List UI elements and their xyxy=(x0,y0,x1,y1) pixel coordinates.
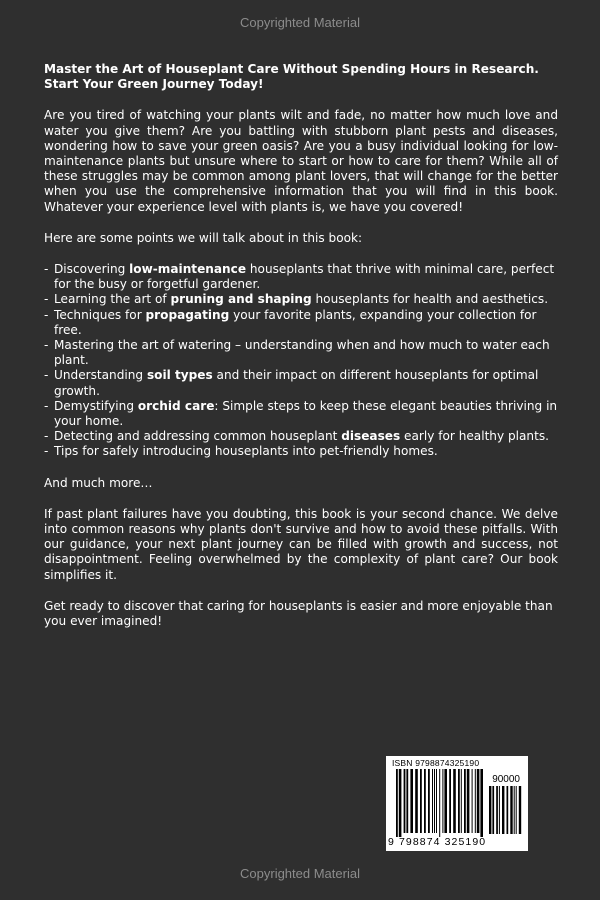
barcode-bar xyxy=(410,769,413,833)
list-item: - Detecting and addressing common houseplant diseases early for healthy plants. xyxy=(44,429,558,444)
watermark-bottom: Copyrighted Material xyxy=(240,866,360,881)
barcode-bar xyxy=(444,769,447,833)
barcode-bar xyxy=(453,769,456,833)
barcode-bar xyxy=(420,769,422,833)
barcode-bar xyxy=(399,769,402,837)
barcode-bar xyxy=(428,769,430,833)
points-list xyxy=(44,262,558,460)
watermark-top: Copyrighted Material xyxy=(240,15,360,30)
headline: Master the Art of Houseplant Care Without Spending Hours in Research. Start Your Green Journey Today! xyxy=(44,62,539,92)
barcode-bar xyxy=(480,769,483,837)
barcode-bar xyxy=(507,786,509,834)
list-item: - Understanding soil types and their impact on different houseplants for optimal growth. xyxy=(44,368,558,398)
barcode-bar xyxy=(502,786,504,834)
barcode-bar xyxy=(467,769,470,833)
back-cover-text xyxy=(44,62,558,645)
list-item: - Learning the art of pruning and shaping houseplants for health and aesthetics. xyxy=(44,292,558,307)
barcode-bar xyxy=(492,786,494,834)
barcode-bar xyxy=(404,769,406,833)
barcode-bar xyxy=(477,769,480,833)
intro-paragraph: Are you tired of watching your plants wilt and fade, no matter how much love and water you give them? Are you battling with stubborn plant pests and diseases, wondering how to save your green oasis? Are you a busy individual looking for low-maintenance plants but unsure where to start or how to care for them? While all of these struggles may be common among plant lovers, that will change for the better when you use the comprehensive information that you will find in this book. Whatever your experience level with plants is, we have you covered! xyxy=(44,108,558,214)
barcode-bar xyxy=(496,786,498,834)
call-to-action: Get ready to discover that caring for houseplants is easier and more enjoyable than you ever imagined! xyxy=(44,598,553,629)
barcode-bar xyxy=(436,769,437,833)
barcode-bar xyxy=(472,769,473,833)
barcode-digits: 9 798874 325190 xyxy=(388,836,487,848)
barcode-bar xyxy=(432,769,433,833)
barcode-bar xyxy=(406,769,408,833)
barcode-bar xyxy=(424,769,426,833)
barcode-bar xyxy=(434,769,435,833)
points-intro: Here are some points we will talk about in this book: xyxy=(44,230,363,245)
isbn-barcode xyxy=(386,756,528,851)
barcode-bar xyxy=(449,769,451,833)
list-item: - Tips for safely introducing houseplants into pet-friendly homes. xyxy=(44,444,558,459)
barcode-bar xyxy=(442,769,443,833)
barcode-bar xyxy=(516,786,517,834)
barcode-bar xyxy=(510,786,512,834)
barcode-bar xyxy=(461,769,462,833)
barcode-bar xyxy=(415,769,418,833)
barcode-bar xyxy=(396,769,398,837)
barcode-bar xyxy=(514,786,515,834)
list-item: - Mastering the art of watering – understanding when and how much to water each plant. xyxy=(44,338,558,368)
barcode-bar xyxy=(499,786,500,834)
list-item: - Techniques for propagating your favorite plants, expanding your collection for free. xyxy=(44,308,558,338)
price-code: 90000 xyxy=(492,774,520,785)
list-item: - Discovering low-maintenance houseplants that thrive with minimal care, perfect for the busy or forgetful gardener. xyxy=(44,262,558,292)
barcode-bar xyxy=(519,786,521,834)
closing-paragraph: If past plant failures have you doubting, this book is your second chance. We delve into common reasons why plants don't survive and how to avoid these pitfalls. With our guidance, your next plant journey can be filled with growth and success, not disappointment. Feeling overwhelmed by the complexity of plant care? Our book simplifies it. xyxy=(44,506,558,582)
barcode-bar xyxy=(458,769,460,833)
and-more: And much more… xyxy=(44,475,153,490)
barcode-bar xyxy=(439,769,440,837)
barcode-bar xyxy=(489,786,491,834)
barcode-bar xyxy=(464,769,466,833)
barcode-bar xyxy=(475,769,476,833)
isbn-label: ISBN 9798874325190 xyxy=(392,758,480,768)
list-item: - Demystifying orchid care: Simple steps to keep these elegant beauties thriving in your home. xyxy=(44,399,558,429)
